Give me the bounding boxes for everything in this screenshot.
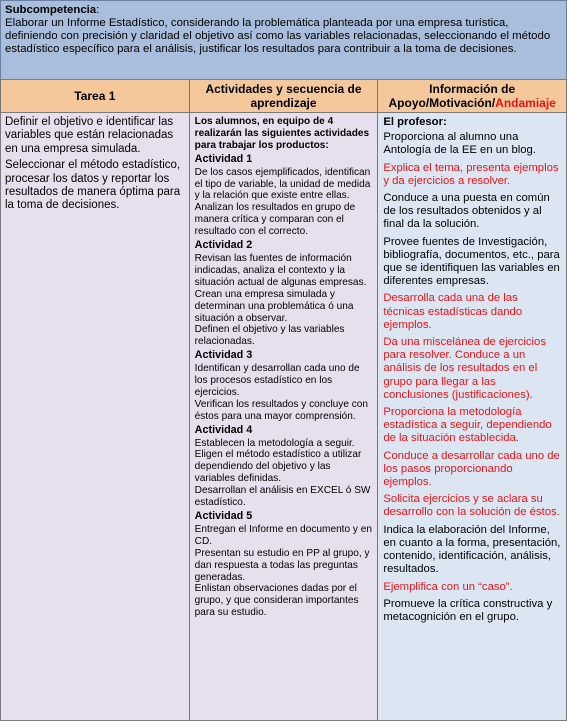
activity-title: Actividad 2: [194, 239, 253, 252]
activity-line: Verifican los resultados y concluye con éstos para una mayor comprensión.: [194, 398, 369, 422]
activity-line: Desarrollan el análisis en EXCEL ó SW estadístico.: [194, 485, 371, 509]
activity-line: Presentan su estudio en PP al grupo, y dan respuesta a todas las preguntas generadas.: [194, 547, 370, 583]
activity-title: Actividad 4: [194, 423, 253, 436]
activity-line: Establecen la metodología a seguir.: [194, 437, 355, 449]
activity-title: Actividad 5: [194, 510, 253, 522]
activity-line: De los casos ejemplificados, identifican el tipo de variable, la unidad de medida y la relación que existe entre ellas.: [194, 166, 371, 202]
info-item: Da una miscelánea de ejercicios para resolver. Conduce a un análisis de los resultados en el grupo para llegar a las conclusiones (justificaciones).: [383, 336, 546, 401]
activity-line: Revisan las fuentes de información indicadas, analiza el contexto y la situación actual de algunas empresas.: [194, 252, 367, 288]
header-info-highlight: Andamiaje: [495, 96, 556, 110]
info-item: Provee fuentes de Investigación, bibliografía, documentos, etc., para que se identifiquen las variables en diferentes empresas.: [383, 235, 560, 288]
column-actividades: [190, 80, 379, 720]
info-item: Explica el tema, presenta ejemplos y da ejercicios a resolver.: [383, 161, 559, 187]
actividades-body: [190, 113, 378, 720]
activity-line: Definen el objetivo y las variables relacionadas.: [194, 324, 345, 348]
activity-title: Actividad 1: [194, 152, 253, 165]
header-actividades: Actividades y secuencia de aprendizaje: [190, 80, 378, 113]
activity-block: [195, 425, 373, 509]
info-item: Proporciona la metodología estadística a seguir, dependiendo de la situación establecida.: [383, 406, 552, 445]
tarea-item: Definir el objetivo e identificar las variables que están relacionadas en una empresa simulada.: [5, 116, 174, 155]
activity-line: Crean una empresa simulada y determinan una problemática ó una situación a observar.: [194, 288, 354, 324]
info-item: Solicita ejercicios y se aclara su desarrollo con la solución de éstos.: [383, 493, 560, 519]
activity-line: Analizan los resultados en grupo de manera crítica y comparan con el resultado con el correcto.: [194, 202, 356, 238]
subcompetencia-colon: :: [96, 4, 100, 16]
activity-block: [195, 240, 373, 348]
subcompetencia-label: Subcompetencia: [5, 4, 97, 16]
informacion-body: [378, 113, 566, 720]
activity-line: Identifican y desarrollan cada uno de los procesos estadístico en los ejercicios.: [194, 363, 360, 398]
info-item: Indica la elaboración del Informe, en cuanto a la forma, presentación, contenido, identificación, análisis, resultados.: [383, 523, 561, 576]
tarea-item: Seleccionar el método estadístico, procesar los datos y reportar los resultados de manera óptima para la toma de decisiones.: [5, 159, 181, 212]
activity-block: [195, 350, 373, 422]
activity-line: Entregan el Informe en documento y en CD.: [194, 523, 372, 547]
info-item: Conduce a desarrollar cada uno de los pasos proporcionando ejemplos.: [383, 449, 560, 489]
subcompetencia-text: Elaborar un Informe Estadístico, considerando la problemática planteada por una empresa turística, definiendo con precisión y claridad el objetivo así como las variables relacionadas, seleccionando el método estadístico específico para el análisis, justificar los resultados para contribuir a la toma de decisiones.: [5, 17, 551, 55]
info-item: Promueve la crítica constructiva y metacognición en el grupo.: [383, 597, 553, 623]
activity-block: [195, 154, 373, 238]
activity-line: Enlistan observaciones dadas por el grupo, y que consideran importantes para su estudio.: [194, 583, 359, 619]
tarea-body: [1, 113, 189, 720]
actividades-intro: Los alumnos, en equipo de 4 realizarán las siguientes actividades para trabajar los productos:: [194, 116, 370, 151]
column-tarea: [1, 80, 190, 720]
subcompetencia-box: [0, 0, 567, 80]
info-item: Desarrolla cada una de las técnicas estadísticas dando ejemplos.: [383, 292, 523, 331]
activity-title: Actividad 3: [194, 349, 253, 362]
profesor-label: El profesor:: [383, 116, 447, 128]
header-info-wrap: [380, 82, 564, 110]
info-item: Ejemplifica con un “caso”.: [383, 580, 513, 593]
column-informacion: [378, 80, 567, 720]
activities-table: [0, 80, 567, 721]
activity-line: Eligen el método estadístico a utilizar dependiendo del objetivo y las variables definidas.: [194, 449, 362, 485]
header-informacion: [378, 80, 566, 113]
info-item: Conduce a una puesta en común de los resultados obtenidos y al final da la solución.: [383, 192, 550, 231]
header-tarea: Tarea 1: [1, 80, 189, 113]
header-info-prefix: Información de Apoyo/Motivación/: [388, 82, 516, 110]
info-item: Proporciona al alumno una Antología de la EE en un blog.: [383, 131, 536, 157]
activity-block: [195, 511, 373, 619]
